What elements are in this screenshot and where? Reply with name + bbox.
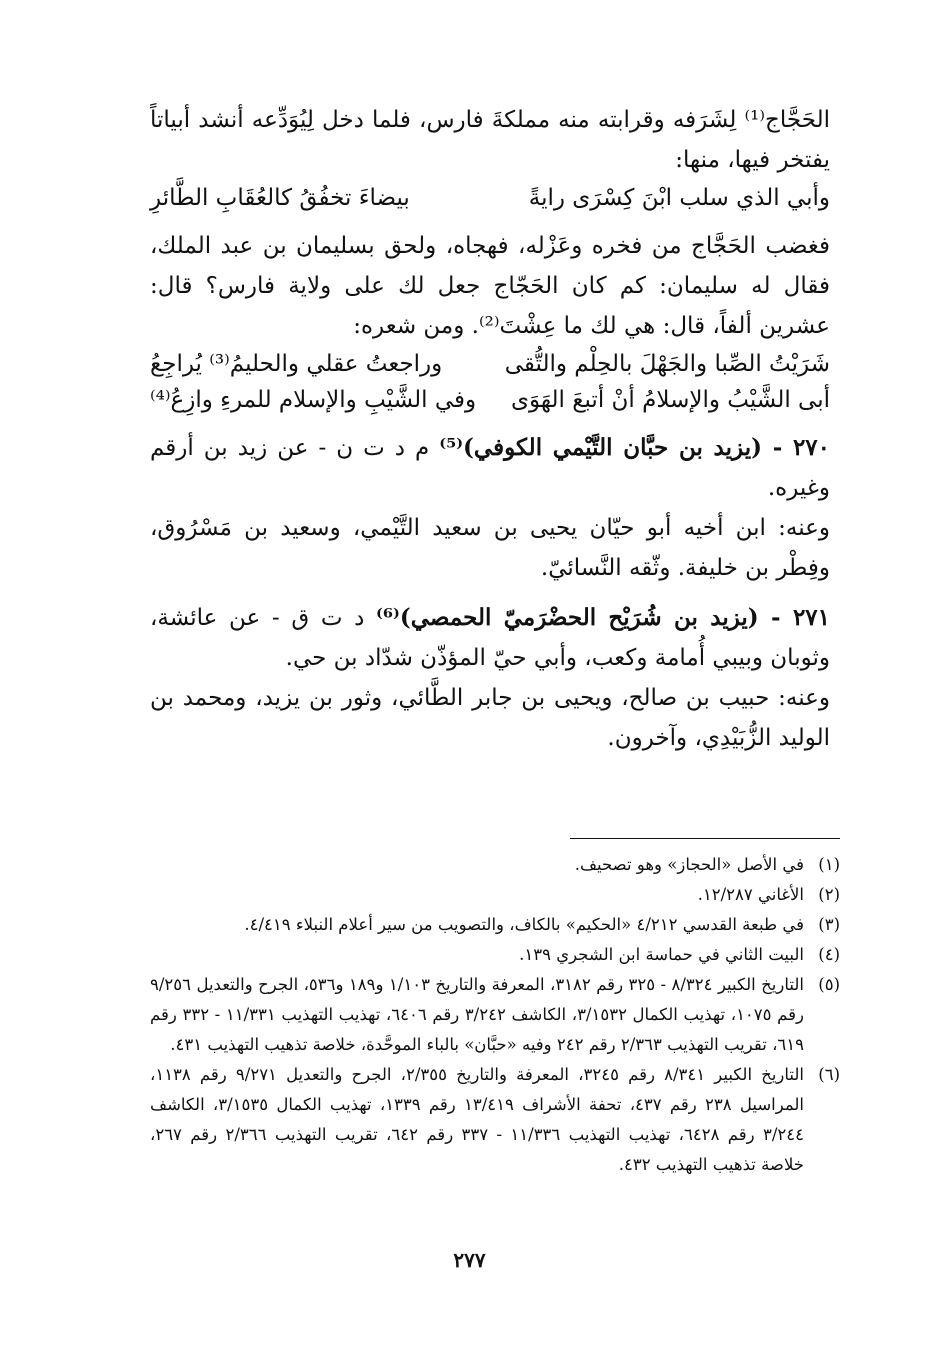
entry-270-heading: ٢٧٠ - (يزيد بن حبَّان التَّيْمي الكوفي)⁽⁵⁾ bbox=[439, 434, 830, 461]
verse-hemistich-first: شَرَيْتُ الصِّبا والجَهْلَ بالحِلْم والتُّقى bbox=[504, 351, 830, 377]
verse-line-2 bbox=[150, 346, 830, 382]
footnote-text: التاريخ الكبير ٨/٣٤١ رقم ٣٢٤٥، المعرفة والتاريخ ٢/٣٥٥، الجرح والتعديل ٩/٢٧١ رقم ١١٣٨، المراسيل ٢٣٨ رقم ٤٣٧، تحفة الأشراف ١٣/٤١٩ رقم ١٣٣٩، تهذيب الكمال ٣/١٥٣٥، الكاشف ٣/٢٤٤ رقم ٦٤٢٨، تهذيب التهذيب ١١/٣٣٦ - ٣٣٧ رقم ٦٤٢، تقريب التهذيب ٢/٣٦٦ رقم ٢٦٧، خلاصة تذهيب التهذيب ٤٣٢. bbox=[150, 1065, 805, 1174]
footnote bbox=[150, 1060, 840, 1180]
footnote bbox=[150, 880, 840, 910]
footnote-text: التاريخ الكبير ٨/٣٢٤ - ٣٢٥ رقم ٣١٨٢، المعرفة والتاريخ ١/١٠٣ و١٨٩ و٥٣٦، الجرح والتعديل ٩/٢٥٦ رقم ١٠٧٥، تهذيب الكمال ٣/١٥٣٢، الكاشف ٣/٢٤٢ رقم ٦٤٠٦، تهذيب التهذيب ١١/٣٣١ - ٣٣٢ رقم ٦١٩، تقريب التهذيب ٢/٣٦٣ رقم ٢٤٢ وفيه «حبَّان» بالباء الموحَّدة، خلاصة تذهيب التهذيب ٤٣١. bbox=[150, 975, 804, 1054]
footnote-text: في طبعة القدسي ٤/٢١٢ «الحكيم» بالكاف، والتصويب من سير أعلام النبلاء ٤/٤١٩. bbox=[244, 915, 804, 934]
entry-270-narrators: وعنه: ابن أخيه أبو حيّان يحيى بن سعيد التَّيْمي، وسعيد بن مَسْرُوق، وفِطْر بن خليفة. وثّقه النَّسائيّ. bbox=[150, 515, 830, 581]
entry-270 bbox=[150, 428, 830, 508]
footnote-number: (٥) bbox=[818, 975, 840, 994]
footnotes bbox=[150, 850, 840, 1180]
footnote bbox=[150, 850, 840, 880]
footnote bbox=[150, 970, 840, 1060]
verse-hemistich-second: بيضاءَ تخفُقُ كالعُقَابِ الطَّائرِ bbox=[150, 185, 410, 211]
paragraph-intro: الحَجَّاج⁽¹⁾ لِشَرَفه وقرابته منه مملكةَ فارس، فلما دخل لِيُوَدِّعه أنشد أبياتاً يفتخر فيها، منها: bbox=[150, 107, 830, 173]
footnote-text: الأغاني ١٢/٢٨٧. bbox=[697, 885, 804, 904]
paragraph-hajjaj: فغضب الحَجَّاج من فخره وعَزْله، فهجاه، ولحق بسليمان بن عبد الملك، فقال له سليمان: كم كان الحَجّاج جعل لك على ولاية فارس؟ قال: عشرين ألفاً، قال: هي لك ما عِشْتَ⁽²⁾. ومن شعره: bbox=[150, 233, 830, 339]
verse-hemistich-second: وراجعتُ عقلي والحليمُ⁽³⁾ يُراجِعُ bbox=[150, 351, 443, 377]
verse-hemistich-first: وأبي الذي سلب ابْنَ كِسْرَى رايةً bbox=[528, 185, 830, 211]
page-number: ٢٧٧ bbox=[453, 1248, 486, 1272]
verse-hemistich-second: وفي الشَّيْبِ والإسلام للمرءِ وازِعُ⁽⁴⁾ bbox=[150, 387, 477, 413]
verse-hemistich-first: أبى الشَّيْبُ والإسلامُ أنْ أتبعَ الهَوَى bbox=[511, 387, 830, 413]
verse-line-1 bbox=[150, 180, 830, 216]
footnote-number: (٣) bbox=[818, 915, 840, 934]
entry-271-sources: د ت ق - عن عائشة، وثوبان وبيبي أُمامة وكعب، وأبي حيّ المؤذّن شدّاد بن حي. bbox=[150, 605, 830, 671]
footnote bbox=[150, 910, 840, 940]
footnote-number: (٢) bbox=[818, 885, 840, 904]
footnote-number: (٦) bbox=[818, 1065, 840, 1084]
footnote-separator bbox=[570, 838, 840, 839]
entry-271-narrators: وعنه: حبيب بن صالح، ويحيى بن جابر الطَّائي، وثور بن يزيد، ومحمد بن الوليد الزُّبَيْدِي، وآخرون. bbox=[150, 685, 830, 751]
footnote-number: (٤) bbox=[818, 945, 840, 964]
main-text bbox=[150, 100, 830, 758]
footnote bbox=[150, 940, 840, 970]
entry-271-heading: ٢٧١ - (يزيد بن شُرَيْح الحضْرَميّ الحمصي)⁽⁶⁾ bbox=[376, 604, 830, 631]
entry-270-sources: م د ت ن - عن زيد بن أرقم وغيره. bbox=[150, 435, 830, 501]
footnote-text: البيت الثاني في حماسة ابن الشجري ١٣٩. bbox=[519, 945, 804, 964]
footnote-number: (١) bbox=[818, 855, 840, 874]
verse-line-3 bbox=[150, 382, 830, 418]
footnote-text: في الأصل «الحجاز» وهو تصحيف. bbox=[574, 855, 804, 874]
entry-271 bbox=[150, 598, 830, 678]
